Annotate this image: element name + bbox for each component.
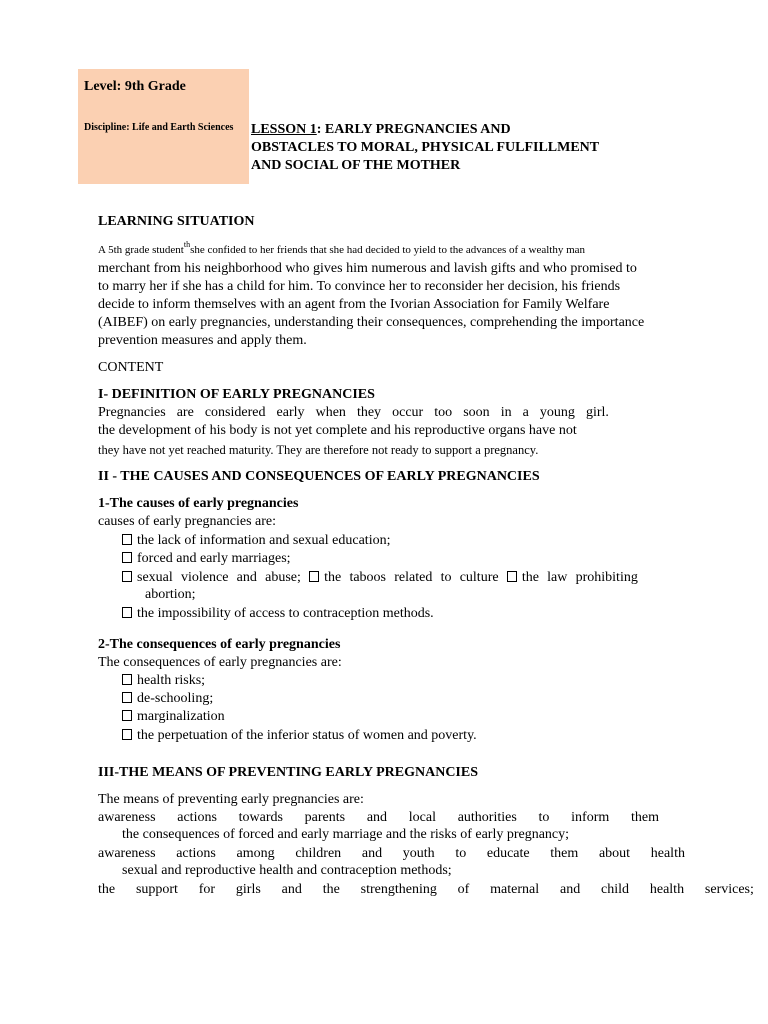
word: are: [176, 405, 194, 420]
word: and: [366, 810, 388, 825]
word: youth: [402, 846, 435, 861]
consequence-item-text: health risks;: [137, 673, 206, 688]
grade-level: Level: 9th Grade: [84, 79, 186, 94]
word: maternal: [490, 882, 540, 897]
word: to: [440, 570, 452, 585]
prevention-item-3: [98, 881, 754, 899]
prevention-intro: The means of preventing early pregnancies are:: [98, 792, 364, 807]
lesson-label: LESSON 1: [251, 122, 317, 137]
word: and: [236, 570, 257, 585]
word: girls: [235, 882, 261, 897]
consequence-item-text: the perpetuation of the inferior status of women and poverty.: [137, 728, 477, 743]
word: the: [322, 882, 340, 897]
consequence-item-text: de-schooling;: [137, 691, 214, 706]
word: health: [650, 846, 685, 861]
lesson-title: [251, 121, 651, 175]
consequence-item: [122, 708, 225, 726]
word: sexual: [122, 569, 173, 587]
word: violence: [181, 570, 229, 585]
word: actions: [176, 846, 216, 861]
word: strengthening: [360, 882, 437, 897]
word: the: [507, 569, 539, 587]
word: local: [408, 810, 436, 825]
word: child: [601, 882, 630, 897]
word: culture: [459, 570, 499, 585]
consequence-item-text: marginalization: [137, 709, 225, 724]
cause-item: [122, 550, 291, 568]
prevention-item-2: [98, 845, 685, 863]
consequence-item: [122, 690, 213, 708]
word: to: [538, 810, 550, 825]
consequences-heading: 2-The consequences of early pregnancies: [98, 637, 341, 652]
word: prohibiting: [575, 570, 638, 585]
word: soon: [463, 405, 490, 420]
cause-item-3-cont: abortion;: [145, 587, 196, 602]
word: and: [281, 882, 302, 897]
bullet-icon: [507, 571, 517, 582]
word: related: [394, 570, 433, 585]
word: of: [457, 882, 470, 897]
word: considered: [204, 405, 266, 420]
consequence-item: [122, 672, 205, 690]
section-1-line-3: they have not yet reached maturity. They are therefore not ready to support a pregnancy.: [98, 443, 539, 457]
word: and: [559, 882, 581, 897]
word: they: [356, 405, 382, 420]
learning-line-1-pre: A 5th grade student: [98, 244, 184, 256]
learning-situation-heading: LEARNING SITUATION: [98, 214, 255, 229]
learning-line-1-sup: th: [183, 240, 191, 249]
word: them: [630, 810, 659, 825]
word: inform: [571, 810, 610, 825]
word: towards: [238, 810, 283, 825]
lesson-title-line1: : EARLY PREGNANCIES AND: [316, 122, 511, 137]
cause-item-text: the impossibility of access to contraception methods.: [137, 606, 434, 621]
section-3-heading: III-THE MEANS OF PREVENTING EARLY PREGNANCIES: [98, 765, 479, 780]
word: in: [500, 405, 512, 420]
word: awareness: [98, 846, 156, 861]
word: abuse;: [265, 570, 301, 585]
bullet-icon: [122, 552, 132, 563]
word: among: [236, 846, 275, 861]
content-label: CONTENT: [98, 360, 164, 375]
word: when: [315, 405, 346, 420]
section-1-heading: I- DEFINITION OF EARLY PREGNANCIES: [98, 387, 375, 402]
word: young: [539, 405, 575, 420]
cause-item: [122, 532, 390, 550]
bullet-icon: [122, 534, 132, 545]
cause-item-3: [122, 569, 638, 587]
bullet-icon: [122, 674, 132, 685]
prevention-item-2-cont: sexual and reproductive health and contraception methods;: [122, 863, 452, 878]
learning-line-1: [98, 241, 585, 259]
word: authorities: [457, 810, 517, 825]
causes-heading: 1-The causes of early pregnancies: [98, 496, 299, 511]
lesson-title-line3: AND SOCIAL OF THE MOTHER: [251, 158, 461, 173]
section-2-heading: II - THE CAUSES AND CONSEQUENCES OF EARLY PREGNANCIES: [98, 469, 540, 484]
word: early: [276, 405, 305, 420]
word: children: [295, 846, 342, 861]
prevention-item-1-cont: the consequences of forced and early marriage and the risks of early pregnancy;: [122, 827, 570, 842]
word: them: [550, 846, 579, 861]
learning-line-1-post: she confided to her friends that she had decided to yield to the advances of a wealthy man: [190, 244, 586, 256]
word: to: [455, 846, 467, 861]
word: taboos: [349, 570, 387, 585]
learning-line-2: merchant from his neighborhood who gives him numerous and lavish gifts and who promised to: [98, 261, 637, 276]
word: Pregnancies: [98, 405, 166, 420]
causes-intro: causes of early pregnancies are:: [98, 514, 277, 529]
word: too: [434, 405, 453, 420]
word: health: [649, 882, 685, 897]
consequence-item: [122, 727, 477, 745]
word: the: [98, 882, 116, 897]
bullet-icon: [309, 571, 319, 582]
bullet-icon: [122, 729, 132, 740]
prevention-item-1: [98, 809, 659, 827]
learning-line-6: prevention measures and apply them.: [98, 333, 307, 348]
learning-line-3: to marry her if she has a child for him. To convince her to reconsider her decision, his friends: [98, 279, 621, 294]
cause-item-text: the lack of information and sexual education;: [137, 533, 391, 548]
cause-item-text: forced and early marriages;: [137, 551, 291, 566]
consequences-intro: The consequences of early pregnancies are:: [98, 655, 342, 670]
lesson-title-line2: OBSTACLES TO MORAL, PHYSICAL FULFILLMENT: [251, 140, 600, 155]
word: the: [309, 569, 341, 587]
word: services;: [704, 882, 754, 897]
word: educate: [486, 846, 530, 861]
learning-line-5: (AIBEF) on early pregnancies, understanding their consequences, comprehending the importance: [98, 315, 645, 330]
level-discipline-box: [78, 69, 249, 184]
section-1-line-2: the development of his body is not yet complete and his reproductive organs have not: [98, 423, 577, 438]
word: support: [135, 882, 178, 897]
word: for: [198, 882, 216, 897]
learning-line-4: decide to inform themselves with an agent from the Ivorian Association for Family Welfare: [98, 297, 610, 312]
word: awareness: [98, 810, 156, 825]
word: a: [522, 405, 529, 420]
word: about: [598, 846, 631, 861]
word: girl.: [585, 405, 609, 420]
word: actions: [177, 810, 217, 825]
bullet-icon: [122, 571, 132, 582]
bullet-icon: [122, 607, 132, 618]
cause-item-3-line: [122, 569, 638, 587]
word: law: [547, 570, 568, 585]
word: and: [361, 846, 383, 861]
cause-item: [122, 605, 434, 623]
word: parents: [304, 810, 346, 825]
bullet-icon: [122, 692, 132, 703]
discipline: Discipline: Life and Earth Sciences: [84, 122, 234, 133]
bullet-icon: [122, 710, 132, 721]
word: occur: [392, 405, 424, 420]
section-1-line-1: [98, 404, 609, 422]
